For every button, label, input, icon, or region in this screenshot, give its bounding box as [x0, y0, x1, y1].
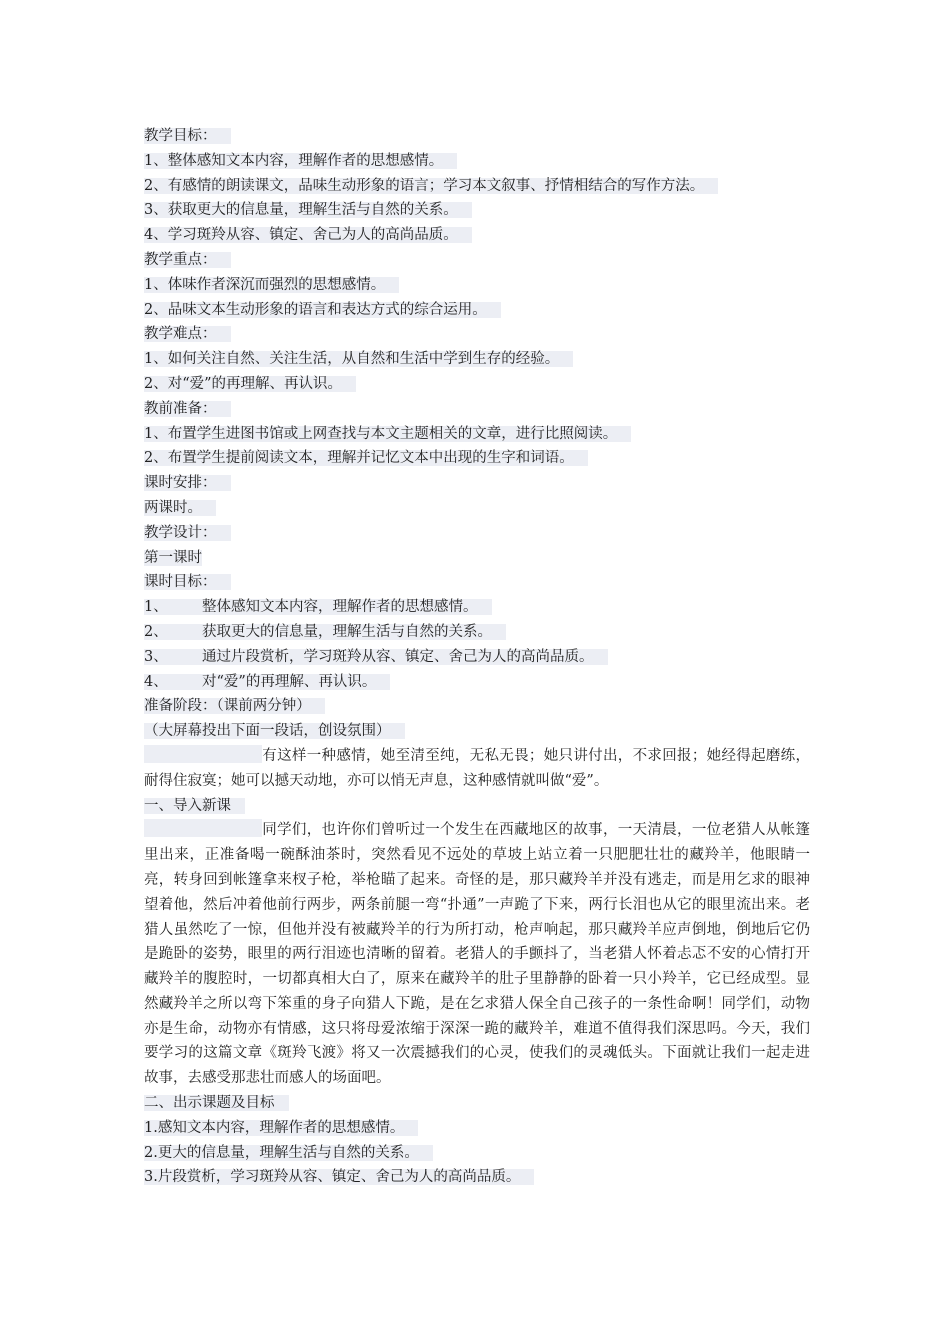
document-body — [144, 124, 810, 1190]
lesson-goal-item: 1、 整体感知文本内容，理解作者的思想感情。 — [144, 595, 810, 620]
goals-section-item: 1.感知文本内容，理解作者的思想感情。 — [144, 1116, 810, 1141]
goals-section-item: 3.片段赏析，学习斑羚从容、镇定、舍己为人的高尚品质。 — [144, 1165, 810, 1190]
intro-paragraph: 同学们，也许你们曾听过一个发生在西藏地区的故事，一天清晨，一位老猎人从帐篷里出来，正准备喝一碗酥油茶时，突然看见不远处的草坡上站立着一只肥肥壮壮的藏羚羊，他眼睛一亮，转身回到帐篷拿来杈子枪，举枪瞄了起来。奇怪的是，那只藏羚羊并没有逃走，而是用乞求的眼神望着他，然后冲着他前行两步，两条前腿一弯“扑通”一声跪了下来，两行长泪也从它的眼里流出来。老猎人虽然吃了一惊，但他并没有被藏羚羊的行为所打动，枪声响起，那只藏羚羊应声倒地，倒地后它仍是跪卧的姿势，眼里的两行泪迹也清晰的留着。老猎人的手颤抖了，当老猎人怀着忐忑不安的心情打开藏羚羊的腹腔时，一切都真相大白了，原来在藏羚羊的肚子里静静的卧着一只小羚羊，它已经成型。显然藏羚羊之所以弯下笨重的身子向猎人下跪，是在乞求猎人保全自己孩子的一条性命啊！同学们，动物亦是生命，动物亦有情感，这只将母爱浓缩于深深一跪的藏羚羊，难道不值得我们深思吗。今天，我们要学习的这篇文章《斑羚飞渡》将又一次震撼我们的心灵，使我们的灵魂低头。下面就让我们一起走进故事，去感受那悲壮而感人的场面吧。 — [144, 818, 810, 1091]
lesson-goal-item: 4、 对“爱”的再理解、再认识。 — [144, 670, 810, 695]
heading-design: 教学设计： — [144, 521, 810, 546]
lesson-goal-item: 2、 获取更大的信息量，理解生活与自然的关系。 — [144, 620, 810, 645]
preparation-item: 2、布置学生提前阅读文本，理解并记忆文本中出现的生字和词语。 — [144, 446, 810, 471]
heading-difficulties: 教学难点： — [144, 322, 810, 347]
heading-preparation: 教前准备： — [144, 397, 810, 422]
indent-highlight — [144, 819, 262, 837]
lesson-goal-item: 3、 通过片段赏析，学习斑羚从容、镇定、舍己为人的高尚品质。 — [144, 645, 810, 670]
heading-schedule: 课时安排： — [144, 471, 810, 496]
prep-stage-note: （大屏幕投出下面一段话，创设氛围） — [144, 719, 810, 744]
lesson-one-title: 第一课时 — [144, 549, 202, 566]
heading-key-points: 教学重点： — [144, 248, 810, 273]
prep-stage-title: 准备阶段：（课前两分钟） — [144, 694, 810, 719]
heading-lesson-goals: 课时目标： — [144, 570, 810, 595]
goal-item: 4、学习斑羚从容、镇定、舍己为人的高尚品质。 — [144, 223, 810, 248]
heading-teaching-goals: 教学目标： — [144, 124, 810, 149]
difficulty-item: 1、如何关注自然、关注生活，从自然和生活中学到生存的经验。 — [144, 347, 810, 372]
schedule-text: 两课时。 — [144, 496, 810, 521]
indent-highlight — [144, 745, 262, 763]
goal-item: 2、有感情的朗读课文，品味生动形象的语言；学习本文叙事、抒情相结合的写作方法。 — [144, 174, 810, 199]
key-point-item: 2、品味文本生动形象的语言和表达方式的综合运用。 — [144, 298, 810, 323]
difficulty-item: 2、对“爱”的再理解、再认识。 — [144, 372, 810, 397]
goals-section-title: 二、出示课题及目标 — [144, 1091, 810, 1116]
prep-quote-paragraph: 有这样一种感情，她至清至纯，无私无畏；她只讲付出，不求回报；她经得起磨练，耐得住寂寞；她可以撼天动地，亦可以悄无声息，这种感情就叫做“爱”。 — [144, 744, 810, 794]
goal-item: 1、整体感知文本内容，理解作者的思想感情。 — [144, 149, 810, 174]
key-point-item: 1、体味作者深沉而强烈的思想感情。 — [144, 273, 810, 298]
goal-item: 3、获取更大的信息量，理解生活与自然的关系。 — [144, 198, 810, 223]
goals-section-item: 2.更大的信息量，理解生活与自然的关系。 — [144, 1141, 810, 1166]
preparation-item: 1、布置学生进图书馆或上网查找与本文主题相关的文章，进行比照阅读。 — [144, 422, 810, 447]
intro-title: 一、导入新课 — [144, 794, 810, 819]
